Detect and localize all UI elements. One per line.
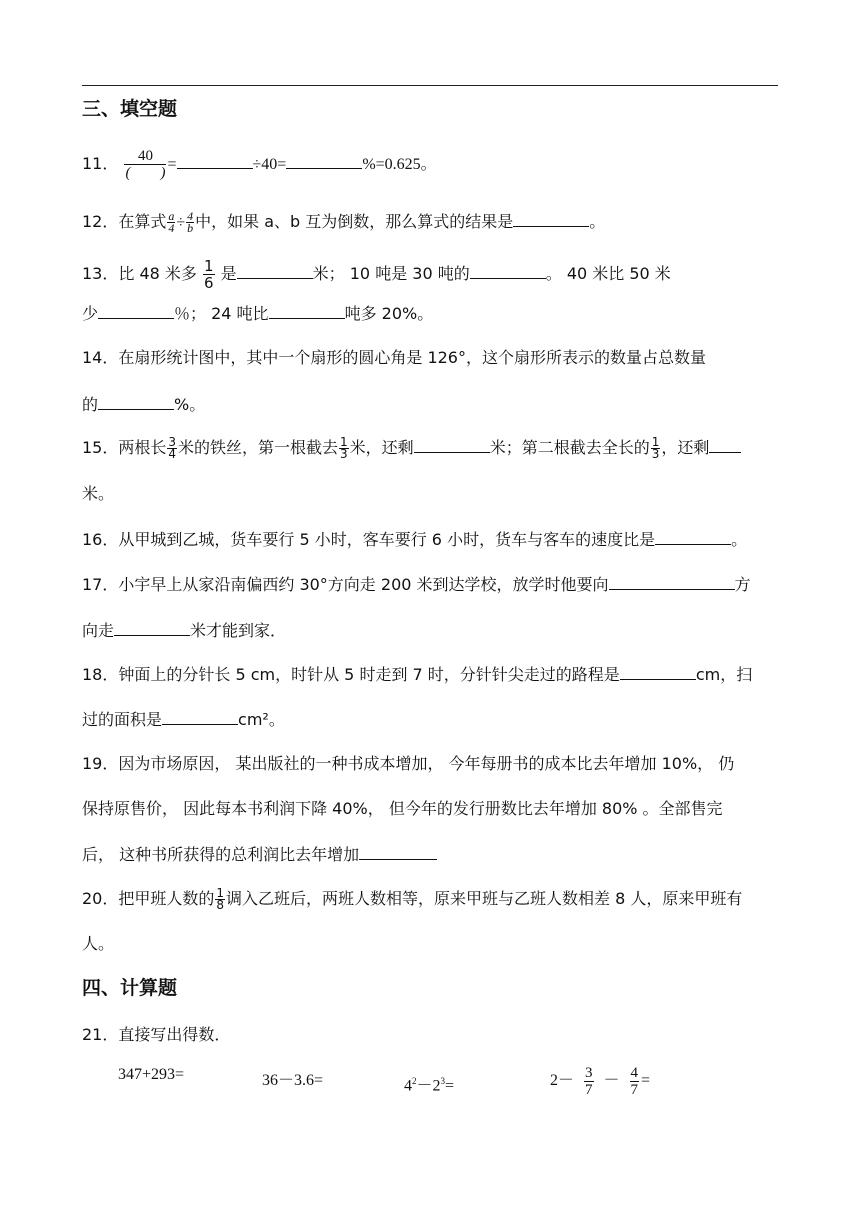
question-20-line2: 人。 [82, 934, 115, 953]
section-title-calculation: 四、计算题 [82, 977, 178, 999]
question-12: 12．在算式 $\frac{a}{4}$ ÷ $\frac{4}{b}$ 中，如果 a、b 互为倒数，那么算式的结果是 。 [82, 209, 606, 235]
question-14-line2: 的 %。 [82, 395, 206, 414]
answer-blank[interactable] [709, 436, 741, 453]
question-19-line2: 保持原售价， 因此每本书利润下降 40%， 但今年的发行册数比去年增加 80% 。全部售完 [82, 799, 723, 818]
answer-blank[interactable] [655, 528, 731, 545]
question-13-line2: 少 ％； 24 吨比 吨多 20%。 [82, 304, 434, 323]
question-18-line2: 过的面积是 cm²。 [82, 710, 285, 729]
question-15-line2: 米。 [82, 484, 115, 503]
question-17-line2: 向走 米才能到家． [82, 621, 287, 640]
answer-blank[interactable] [98, 393, 174, 410]
expression-3: $4^2-2^3=$ [404, 1076, 455, 1095]
question-21: 21．直接写出得数． [82, 1025, 231, 1044]
question-20-line1: 20．把甲班人数的 $\frac{1}{8}$ 调入乙班后，两班人数相等，原来甲班与乙班人数相差 8 人，原来甲班有 [82, 886, 743, 912]
answer-blank[interactable] [414, 436, 490, 453]
question-19-line3: 后， 这种书所获得的总利润比去年增加 [82, 843, 437, 866]
answer-blank[interactable] [609, 573, 735, 590]
answer-blank[interactable] [513, 210, 589, 227]
question-16: 16．从甲城到乙城，货车要行 5 小时，客车要行 6 小时，货车与客车的速度比是 。 [82, 530, 748, 549]
question-13-line1: 13．比 48 米多 $\frac{1}{6}$ 是 米； 10 吨是 30 吨的 。 40 米比 50 米 [82, 257, 671, 292]
answer-blank[interactable] [114, 619, 190, 636]
answer-blank[interactable] [98, 302, 174, 319]
answer-blank[interactable] [177, 152, 253, 169]
fraction-40-over-blank: $\frac{40}{( )}$ [125, 148, 166, 181]
answer-blank[interactable] [269, 302, 345, 319]
question-19-line1: 19．因为市场原因， 某出版社的一种书成本增加， 今年每册书的成本比去年增加 10%， 仍 [82, 754, 735, 773]
question-18-line1: 18．钟面上的分针长 5 cm，时针从 5 时走到 7 时，分针针尖走过的路程是 cm，扫 [82, 665, 753, 684]
question-11: 11． $\frac{40}{( )}$ = ÷40= %=0.625。 [82, 148, 437, 181]
expression-2: 36－3.6= [262, 1072, 324, 1089]
expression-1: 347+293= [118, 1066, 185, 1083]
answer-blank[interactable] [162, 708, 238, 725]
section-title-fill-blank: 三、填空题 [82, 98, 178, 120]
expression-4: 2－ $\frac{3}{7}$ － $\frac{4}{7}$ = [550, 1064, 651, 1098]
answer-blank[interactable] [620, 663, 696, 680]
answer-blank[interactable] [286, 152, 362, 169]
answer-blank[interactable] [470, 262, 546, 279]
answer-blank[interactable] [237, 262, 313, 279]
question-17-line1: 17．小宇早上从家沿南偏西约 30°方向走 200 米到达学校，放学时他要向 方 [82, 575, 751, 594]
top-rule [82, 85, 778, 86]
question-14-line1: 14．在扇形统计图中，其中一个扇形的圆心角是 126°，这个扇形所表示的数量占总数量 [82, 348, 706, 367]
question-15-line1: 15．两根长 $\frac{3}{4}$ 米的铁丝，第一根截去 $\frac{1}{3}$ 米，还剩 米；第二根截去全长的 $\frac{1}{3}$ ，还剩 [82, 436, 741, 460]
answer-blank[interactable] [359, 843, 437, 860]
